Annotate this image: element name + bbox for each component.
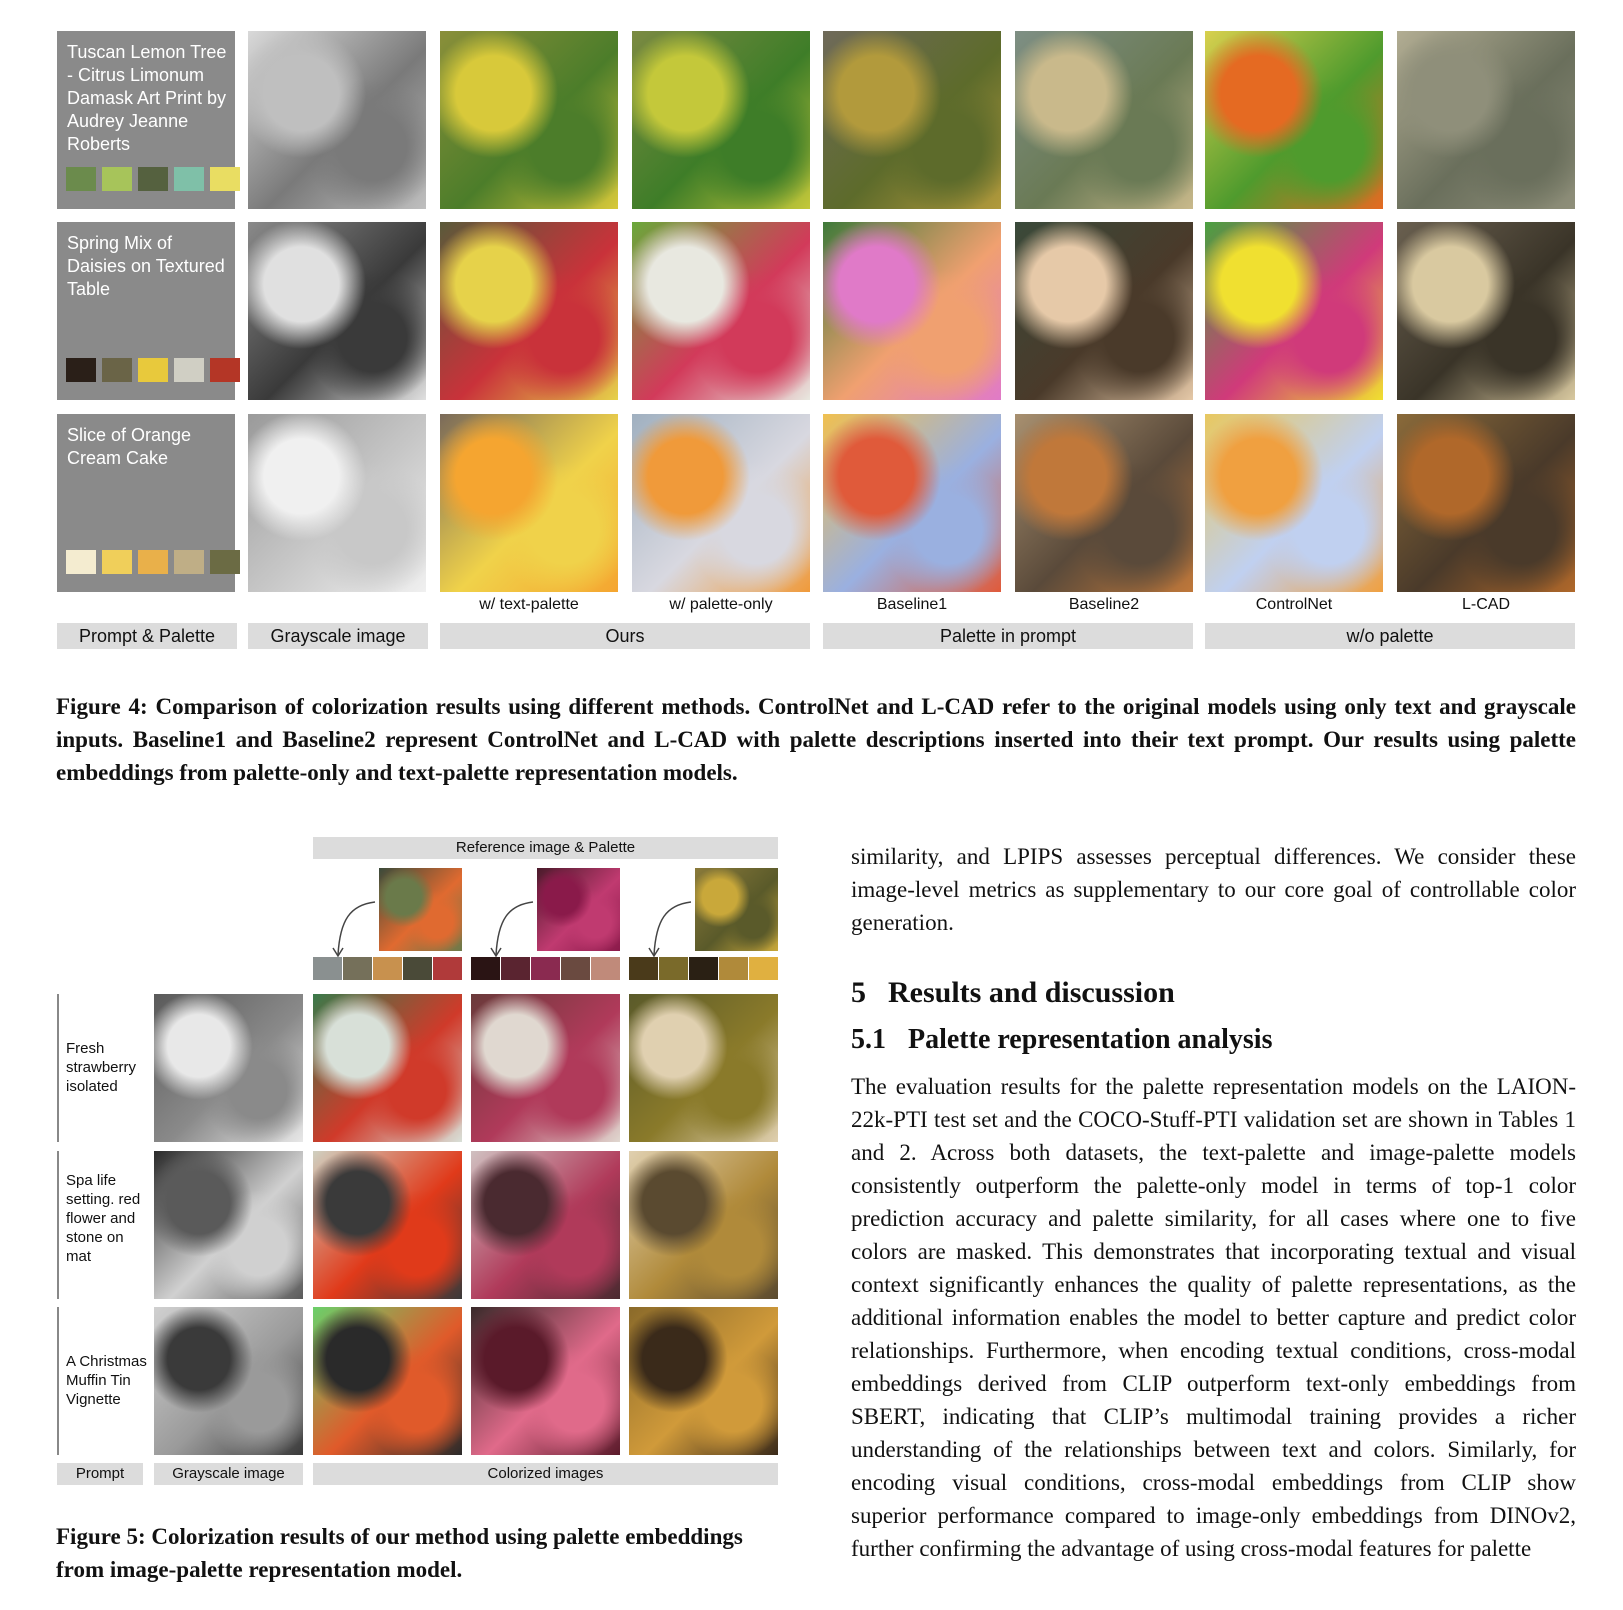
subsection-title: Palette representation analysis <box>908 1024 1273 1055</box>
reference-palette-swatch <box>373 957 402 980</box>
reference-arrows <box>300 860 780 960</box>
prompt-text: Slice of Orange Cream Cake <box>67 425 192 468</box>
bar-prompt: Prompt <box>57 1463 143 1485</box>
result-baseline2 <box>1015 414 1193 592</box>
bar-colorized: Colorized images <box>313 1463 778 1485</box>
reference-palette-swatch <box>501 957 530 980</box>
palette-swatch <box>210 358 240 382</box>
column-label: w/ palette-only <box>669 596 773 613</box>
result-baseline2 <box>1015 31 1193 209</box>
result-baseline1 <box>823 414 1001 592</box>
reference-palette-swatch <box>403 957 432 980</box>
prompt-palette-cell <box>57 31 235 209</box>
column-label: w/ text-palette <box>479 596 579 613</box>
result-lcad <box>1397 414 1575 592</box>
palette-swatches <box>66 550 240 574</box>
result-palette-only <box>632 222 810 400</box>
grayscale-image <box>154 994 303 1142</box>
reference-palette-swatch <box>313 957 342 980</box>
palette-swatch <box>66 167 96 191</box>
prompt-text: Tuscan Lemon Tree - Citrus Limonum Damask Art Print by Audrey Jeanne Roberts <box>67 42 227 154</box>
result-text-palette <box>440 31 618 209</box>
group-label-prompt-palette: Prompt & Palette <box>57 623 237 649</box>
column-label: Baseline1 <box>876 596 948 613</box>
result-controlnet <box>1205 31 1383 209</box>
palette-swatch <box>138 167 168 191</box>
palette-swatch <box>66 358 96 382</box>
result-text-palette <box>440 222 618 400</box>
bar-grayscale: Grayscale image <box>154 1463 303 1485</box>
reference-palette-swatch <box>659 957 688 980</box>
section-number: 5 <box>851 976 866 1009</box>
reference-palette-swatch <box>591 957 620 980</box>
grayscale-image <box>154 1307 303 1455</box>
prompt-palette-cell <box>57 222 235 400</box>
reference-palette-swatch <box>629 957 658 980</box>
row-prompt: Fresh strawberry isolated <box>57 994 147 1142</box>
grayscale-image <box>248 222 426 400</box>
prompt-text: Spring Mix of Daisies on Textured Table <box>67 233 225 299</box>
palette-swatch <box>66 550 96 574</box>
palette-swatch <box>102 167 132 191</box>
reference-palette-swatch <box>433 957 462 980</box>
palette-swatches <box>66 358 240 382</box>
colorized-image <box>313 994 462 1142</box>
result-text-palette <box>440 414 618 592</box>
prompt-palette-cell <box>57 414 235 592</box>
result-lcad <box>1397 222 1575 400</box>
palette-swatch <box>174 550 204 574</box>
paragraph-1: similarity, and LPIPS assesses perceptual differences. We consider these image-level metrics as supplementary to our core goal of controllable color generation. <box>851 844 1576 935</box>
palette-swatch <box>102 550 132 574</box>
result-controlnet <box>1205 222 1383 400</box>
row-prompt: Spa life setting. red flower and stone on mat <box>57 1151 147 1299</box>
reference-palette-swatch <box>561 957 590 980</box>
result-palette-only <box>632 414 810 592</box>
result-baseline1 <box>823 31 1001 209</box>
result-lcad <box>1397 31 1575 209</box>
group-label-grayscale: Grayscale image <box>248 623 428 649</box>
column-label: L-CAD <box>1461 596 1510 613</box>
grayscale-image <box>248 31 426 209</box>
result-palette-only <box>632 31 810 209</box>
colorized-image <box>629 1151 778 1299</box>
figure-5-caption: Figure 5: Colorization results of our method using palette embeddings from image-palette representation model. <box>56 1524 743 1582</box>
section-heading <box>851 976 1576 1010</box>
palette-swatch <box>138 358 168 382</box>
figure-4-caption: Figure 4: Comparison of colorization results using different methods. ControlNet and L-CAD refer to the original models using only text and grayscale inputs. Baseline1 and Baseline2 represent ControlNet and L-CAD with palette descriptions inserted into their text prompt. Our results using palette embeddings from palette-only and text-palette representation models. <box>56 694 1576 785</box>
group-label-wo-palette: w/o palette <box>1205 623 1575 649</box>
section-title: Results and discussion <box>888 976 1175 1009</box>
row-prompt: A Christmas Muffin Tin Vignette <box>57 1307 147 1455</box>
grayscale-image <box>248 414 426 592</box>
colorized-image <box>471 1307 620 1455</box>
grayscale-image <box>154 1151 303 1299</box>
subsection-heading <box>851 1024 1576 1056</box>
group-label-palette-in-prompt: Palette in prompt <box>823 623 1193 649</box>
colorized-image <box>471 1151 620 1299</box>
reference-label: Reference image & Palette <box>313 837 778 859</box>
reference-palette-swatch <box>719 957 748 980</box>
colorized-image <box>629 994 778 1142</box>
result-baseline2 <box>1015 222 1193 400</box>
palette-swatch <box>174 167 204 191</box>
column-label: ControlNet <box>1255 596 1333 613</box>
palette-swatch <box>174 358 204 382</box>
subsection-number: 5.1 <box>851 1024 886 1055</box>
colorized-image <box>313 1151 462 1299</box>
reference-palette-swatch <box>471 957 500 980</box>
result-baseline1 <box>823 222 1001 400</box>
reference-palette-swatch <box>749 957 778 980</box>
reference-palette-swatch <box>343 957 372 980</box>
column-label: Baseline2 <box>1068 596 1140 613</box>
palette-swatch <box>138 550 168 574</box>
colorized-image <box>313 1307 462 1455</box>
colorized-image <box>471 994 620 1142</box>
palette-swatch <box>102 358 132 382</box>
colorized-image <box>629 1307 778 1455</box>
reference-palette-swatch <box>689 957 718 980</box>
paragraph-2: The evaluation results for the palette representation models on the LAION-22k-PTI test set and the COCO-Stuff-PTI validation set are shown in Tables 1 and 2. Across both datasets, the text-palette and image-palette models consistently outperform the palette-only model in terms of top-1 color prediction accuracy and palette similarity, for all cases where one to five colors are masked. This demonstrates that incorporating textual and visual context significantly enhances the quality of palette representations, as the additional information enables the model to better capture and predict color relationships. Furthermore, when encoding textual conditions, cross-modal embeddings derived from CLIP outperform text-only embeddings from SBERT, indicating that CLIP’s multimodal training provides a richer understanding of the relationships between text and colors. Similarly, for encoding visual conditions, cross-modal embeddings from CLIP show superior performance compared to image-only embeddings from DINOv2, further confirming the advantage of using cross-modal features for palette <box>851 1074 1576 1561</box>
palette-swatch <box>210 167 240 191</box>
reference-palette-swatch <box>531 957 560 980</box>
group-label-ours: Ours <box>440 623 810 649</box>
palette-swatch <box>210 550 240 574</box>
palette-swatches <box>66 167 240 191</box>
result-controlnet <box>1205 414 1383 592</box>
